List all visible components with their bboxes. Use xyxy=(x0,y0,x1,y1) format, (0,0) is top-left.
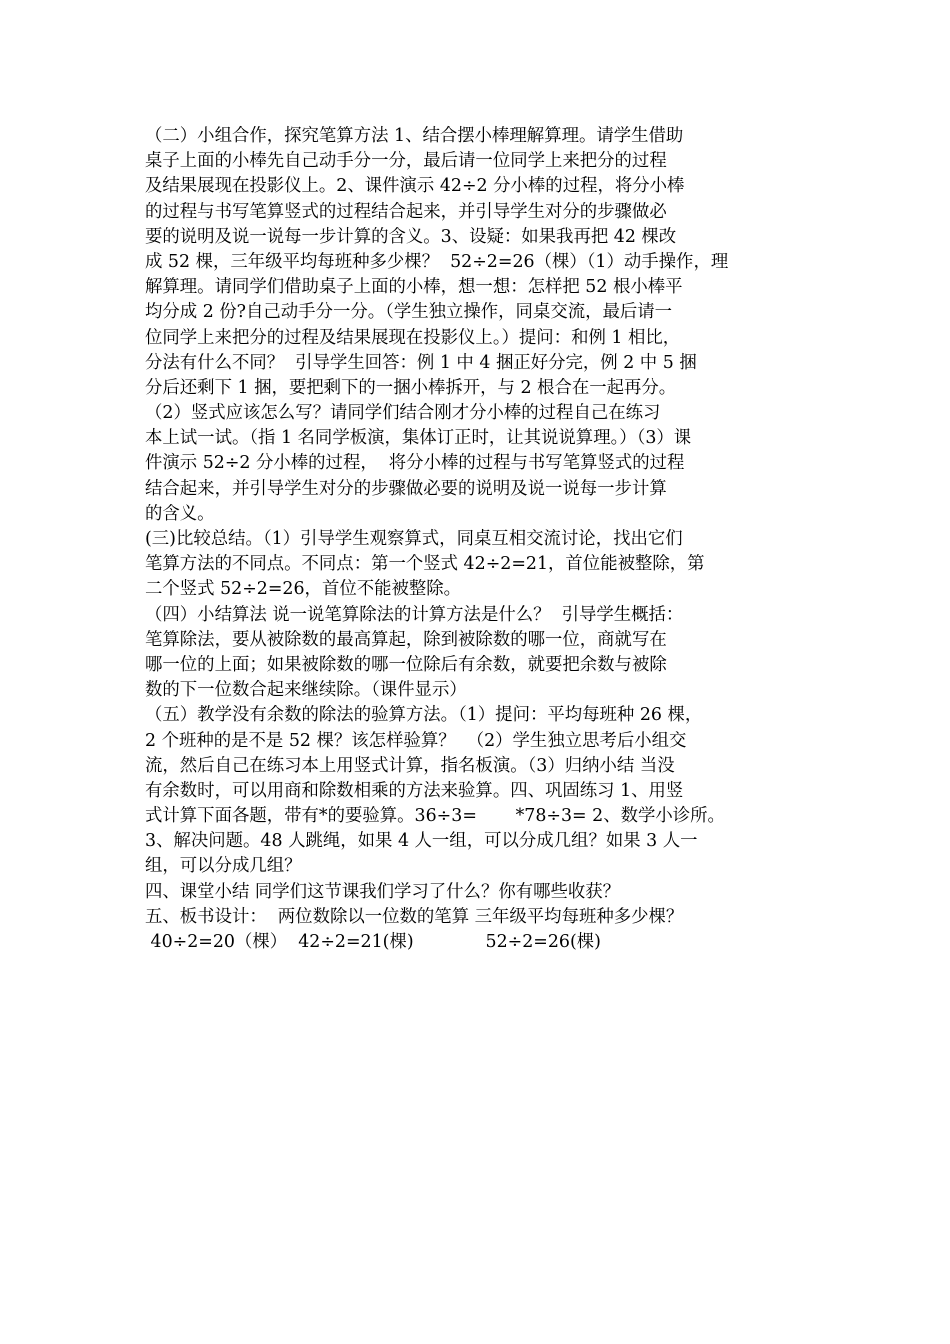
text-line: （四）小结算法 说一说笔算除法的计算方法是什么？ 引导学生概括： xyxy=(145,604,684,625)
text-line: 数的下一位数合起来继续除。（课件显示） xyxy=(145,680,467,701)
text-line: 的过程与书写笔算竖式的过程结合起来，并引导学生对分的步骤做必 xyxy=(145,201,667,222)
text-line: (三)比较总结。（1）引导学生观察算式，同桌互相交流讨论，找出它们 xyxy=(145,529,683,549)
document-body xyxy=(145,124,813,955)
text-line: 位同学上来把分的过程及结果展现在投影仪上。）提问：和例 1 相比， xyxy=(145,327,681,348)
text-line: （2）竖式应该怎么写？请同学们结合刚才分小棒的过程自己在练习 xyxy=(145,403,661,424)
text-line: 均分成 2 份?自己动手分一分。（学生独立操作，同桌交流，最后请一 xyxy=(145,302,673,323)
text-line: 的含义。 xyxy=(145,503,215,524)
text-line: 2 个班种的是不是 52 棵？该怎样验算？ （2）学生独立思考后小组交 xyxy=(145,730,687,751)
text-line: 成 52 棵，三年级平均每班种多少棵？ 52÷2=26（棵）（1）动手操作，理 xyxy=(145,251,729,272)
text-line: 有余数时，可以用商和除数相乘的方法来验算。四、巩固练习 1、用竖 xyxy=(145,780,684,801)
text-line: 3、解决问题。48 人跳绳，如果 4 人一组，可以分成几组？如果 3 人一 xyxy=(145,831,698,852)
text-line: 组，可以分成几组？ xyxy=(145,856,302,877)
text-line: （二）小组合作，探究笔算方法 1、结合摆小棒理解算理。请学生借助 xyxy=(145,126,684,146)
text-line: （五）教学没有余数的除法的验算方法。（1）提问：平均每班种 26 棵， xyxy=(145,705,703,726)
text-line: 分法有什么不同？ 引导学生回答：例 1 中 4 捆正好分完，例 2 中 5 捆 xyxy=(145,352,697,373)
text-line: 及结果展现在投影仪上。2、课件演示 42÷2 分小棒的过程，将分小棒 xyxy=(145,176,685,197)
text-line: 式计算下面各题，带有*的要验算。36÷3= *78÷3= 2、数学小诊所。 xyxy=(145,806,725,827)
text-line: 分后还剩下 1 捆，要把剩下的一捆小棒拆开，与 2 根合在一起再分。 xyxy=(145,377,677,398)
text-line: 要的说明及说一说每一步计算的含义。3、设疑：如果我再把 42 棵改 xyxy=(145,226,677,247)
text-line: 桌子上面的小棒先自己动手分一分，最后请一位同学上来把分的过程 xyxy=(145,151,667,172)
text-line: 笔算除法，要从被除数的最高算起，除到被除数的哪一位，商就写在 xyxy=(145,629,667,650)
text-line: 结合起来，并引导学生对分的步骤做必要的说明及说一说每一步计算 xyxy=(145,478,667,499)
text-line: 本上试一试。（指 1 名同学板演，集体订正时，让其说说算理。）（3）课 xyxy=(145,428,692,449)
text-line: 二个竖式 52÷2=26，首位不能被整除。 xyxy=(145,579,462,600)
text-line: 解算理。请同学们借助桌子上面的小棒，想一想：怎样把 52 根小棒平 xyxy=(145,277,683,298)
text-line: 五、板书设计： 两位数除以一位数的笔算 三年级平均每班种多少棵？ xyxy=(145,906,684,927)
text-line: 40÷2=20（棵） 42÷2=21(棵) 52÷2=26(棵) xyxy=(145,932,601,952)
text-line: 件演示 52÷2 分小棒的过程， 将分小棒的过程与书写笔算竖式的过程 xyxy=(145,453,685,474)
text-line: 哪一位的上面；如果被除数的哪一位除后有余数，就要把余数与被除 xyxy=(145,654,667,675)
text-line: 四、课堂小结 同学们这节课我们学习了什么？你有哪些收获？ xyxy=(145,881,621,902)
text-line: 笔算方法的不同点。不同点：第一个竖式 42÷2=21，首位能被整除，第 xyxy=(145,554,705,575)
text-line: 流，然后自己在练习本上用竖式计算，指名板演。（3）归纳小结 当没 xyxy=(145,755,675,776)
